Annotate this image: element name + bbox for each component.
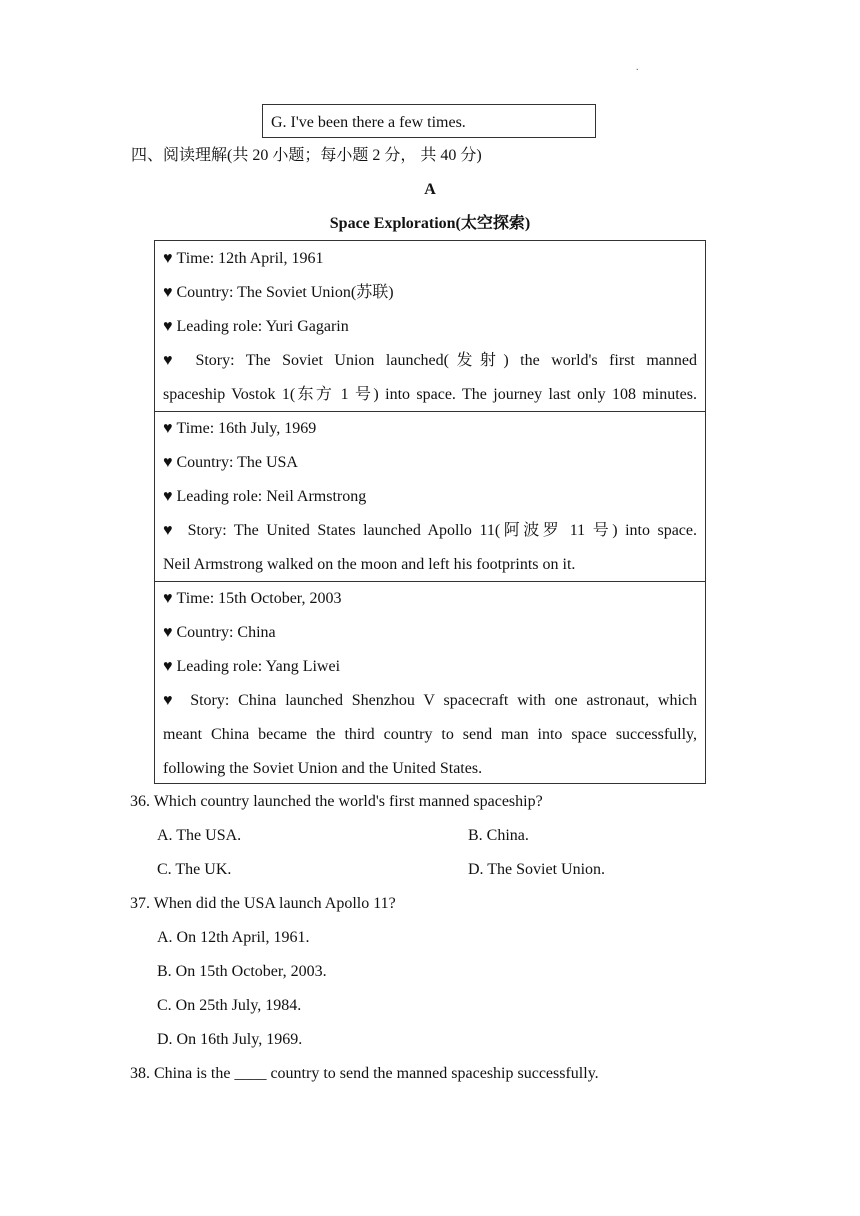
question-stem: 37. When did the USA launch Apollo 11? [130,895,396,912]
story-line: ♥ Story: The Soviet Union launched(发射) the world's first manned [163,352,697,369]
heart-icon: ♥ [163,454,173,471]
section-heading: 四、阅读理解(共 20 小题；每小题 2 分， 共 40 分) [131,147,482,164]
corner-mark: . [636,62,639,73]
story-line: Neil Armstrong walked on the moon and left his footprints on it. [163,556,576,573]
heart-icon: ♥ [163,284,173,301]
answer-option: C. The UK. [157,861,232,878]
answer-option: D. The Soviet Union. [468,861,606,878]
passage-title-text: Space Exploration(太空探索) [329,215,531,232]
country-line: ♥ Country: The Soviet Union(苏联) [163,284,394,301]
story-line: spaceship Vostok 1(东方 1 号) into space. The journey last only 108 minutes. [163,386,697,403]
story-line: ♥ Story: The United States launched Apollo 11(阿波罗 11 号) into space. [163,522,698,539]
story-line: meant China became the third country to send man into space successfully, [163,726,697,743]
role-line: ♥ Leading role: Yang Liwei [163,658,341,675]
question-stem: 38. China is the ____ country to send the manned spaceship successfully. [130,1065,599,1082]
heart-icon: ♥ [163,658,173,675]
question-stem: 36. Which country launched the world's first manned spaceship? [130,793,543,810]
answer-option: B. China. [468,827,529,844]
table-row [155,241,705,411]
heart-icon: ♥ [163,318,173,335]
answer-option: D. On 16th July, 1969. [157,1031,303,1048]
answer-option: B. On 15th October, 2003. [157,963,327,980]
time-line: ♥ Time: 16th July, 1969 [163,420,317,437]
role-line: ♥ Leading role: Yuri Gagarin [163,318,349,335]
space-exploration-table [154,240,706,784]
heart-icon: ♥ [163,420,173,437]
time-line: ♥ Time: 15th October, 2003 [163,590,342,607]
heart-icon: ♥ [163,352,180,369]
answer-option: A. The USA. [157,827,242,844]
heart-icon: ♥ [163,590,173,607]
passage-title [0,214,860,234]
heart-icon: ♥ [163,624,173,641]
passage-letter: A [424,181,436,198]
answer-option: C. On 25th July, 1984. [157,997,302,1014]
story-line: ♥ Story: China launched Shenzhou V spacecraft with one astronaut, which [163,692,698,709]
country-line: ♥ Country: China [163,624,276,641]
heart-icon: ♥ [163,522,177,539]
country-line: ♥ Country: The USA [163,454,298,471]
word-bank-option-g: G. I've been there a few times. [262,104,596,138]
answer-option: A. On 12th April, 1961. [157,929,310,946]
heart-icon: ♥ [163,692,178,709]
time-line: ♥ Time: 12th April, 1961 [163,250,324,267]
table-row [155,411,705,582]
story-line: following the Soviet Union and the United States. [163,760,483,777]
heart-icon: ♥ [163,488,173,505]
heart-icon: ♥ [163,250,173,267]
table-row [155,581,705,784]
role-line: ♥ Leading role: Neil Armstrong [163,488,367,505]
